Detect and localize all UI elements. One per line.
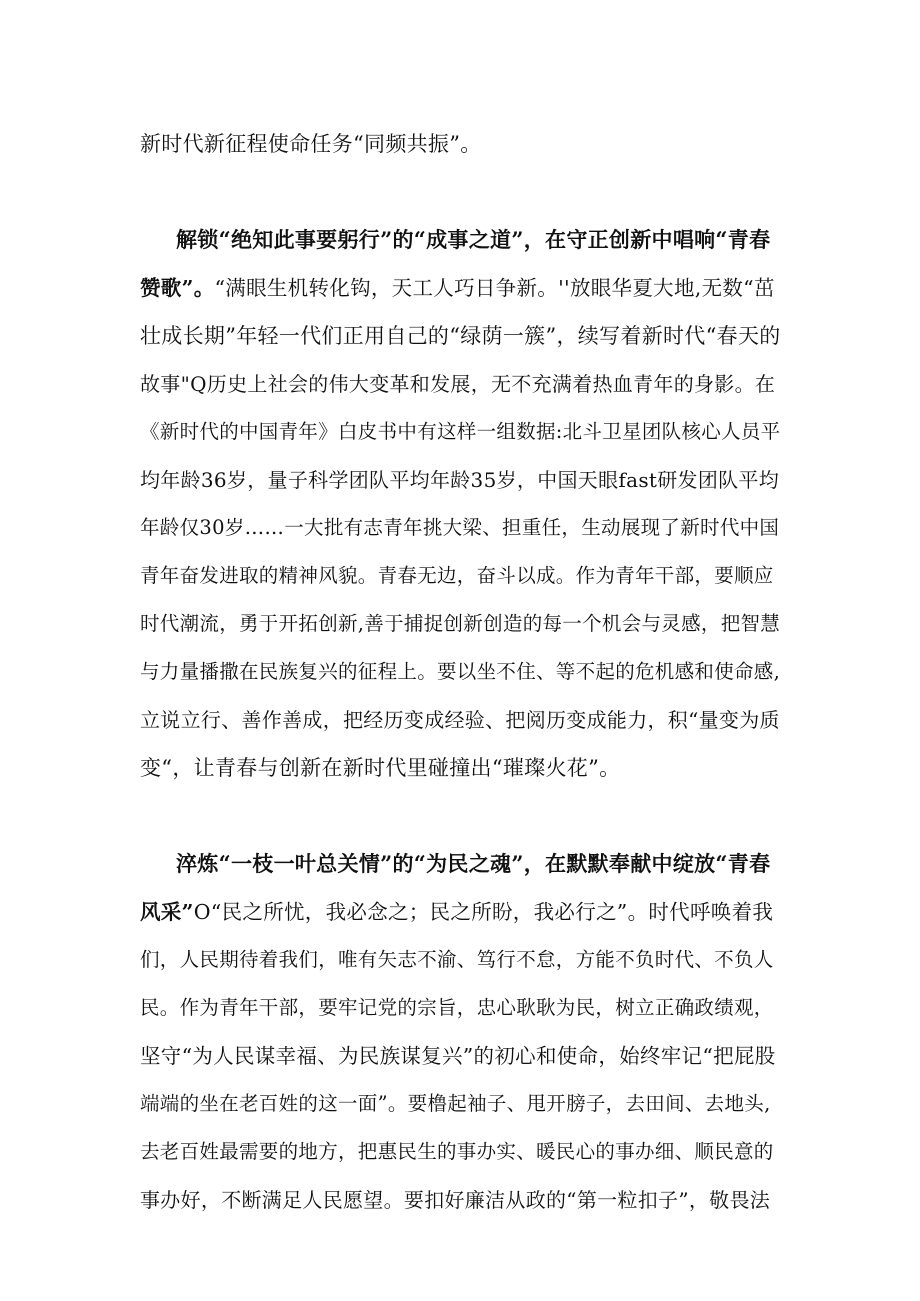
paragraph-2-line-4: 民。作为青年干部，要牢记党的宗旨，忠心耿耿为民，树立正确政绩观， [140,996,774,1019]
paragraph-1-line-5: 《新时代的中国青年》白皮书中有这样一组数据:北斗卫星团队核心人员平 [140,420,781,443]
paragraph-2-heading-line-1: 淬炼“一枝一叶总关情”的“为民之魂”，在默默奉献中绽放“青春 [176,851,771,876]
paragraph-1-line-2-text: “满眼生机转化钩，天工人巧日争新。''放眼华夏大地,无数“茁 [214,276,775,300]
paragraph-1-heading-line-1: 解锁“绝知此事要躬行”的“成事之道”，在守正创新中唱响“青春 [176,227,771,252]
paragraph-2-line-2-text: O“民之所忧，我必念之；民之所盼，我必行之”。时代呼唤着我 [193,900,774,924]
paragraph-2-line-7: 去老百姓最需要的地方，把惠民生的事办实、暖民心的事办细、顺民意的 [140,1140,774,1163]
paragraph-1-line-9: 时代潮流，勇于开拓创新,善于捕捉创新创造的每一个机会与灵感，把智慧 [140,612,781,635]
paragraph-2-line-2 [140,898,773,926]
paragraph-1-line-10: 与力量播撒在民族复兴的征程上。要以坐不住、等不起的危机感和使命感, [140,660,781,683]
paragraph-0-line-1: 新时代新征程使命任务“同频共振”。 [140,132,482,156]
paragraph-1-line-4: 故事"Q历史上社会的伟大变革和发展，无不充满着热血青年的身影。在 [140,372,776,396]
paragraph-2-heading-tail: 风采” [140,900,194,924]
paragraph-1-line-11: 立说立行、善作善成，把经历变成经验、把阅历变成能力，积“量变为质 [140,708,780,732]
paragraph-1-heading-tail: 赞歌”。 [140,276,215,300]
paragraph-1-line-7: 年龄仅30岁……一大批有志青年挑大梁、担重任，生动展现了新时代中国 [140,516,780,539]
paragraph-1-line-3: 壮成长期”年轻一代们正用自己的“绿荫一簇”，续写着新时代“春天的 [140,324,781,348]
paragraph-1-line-2 [140,274,775,302]
paragraph-2-line-5: 坚守“为人民谋幸福、为民族谋复兴”的初心和使命，始终牢记“把屁股 [140,1044,776,1068]
paragraph-2-line-6: 端端的坐在老百姓的这一面”。要橹起袖子、甩开膀子，去田间、去地头, [140,1092,771,1115]
paragraph-1-line-6: 均年龄36岁，量子科学团队平均年龄35岁，中国天眼fast研发团队平均 [140,468,780,492]
paragraph-2-line-3: 们，人民期待着我们，唯有矢志不渝、笃行不怠，方能不负时代、不负人 [140,948,774,971]
paragraph-1-line-12: 变“，让青春与创新在新时代里碰撞出“璀璨火花”。 [140,756,621,780]
paragraph-2-line-8: 事办好，不断满足人民愿望。要扣好廉洁从政的“第一粒扣子”，敬畏法 [140,1188,771,1212]
paragraph-1-line-8: 青年奋发进取的精神风貌。青春无边，奋斗以成。作为青年干部，要顺应 [140,564,774,587]
